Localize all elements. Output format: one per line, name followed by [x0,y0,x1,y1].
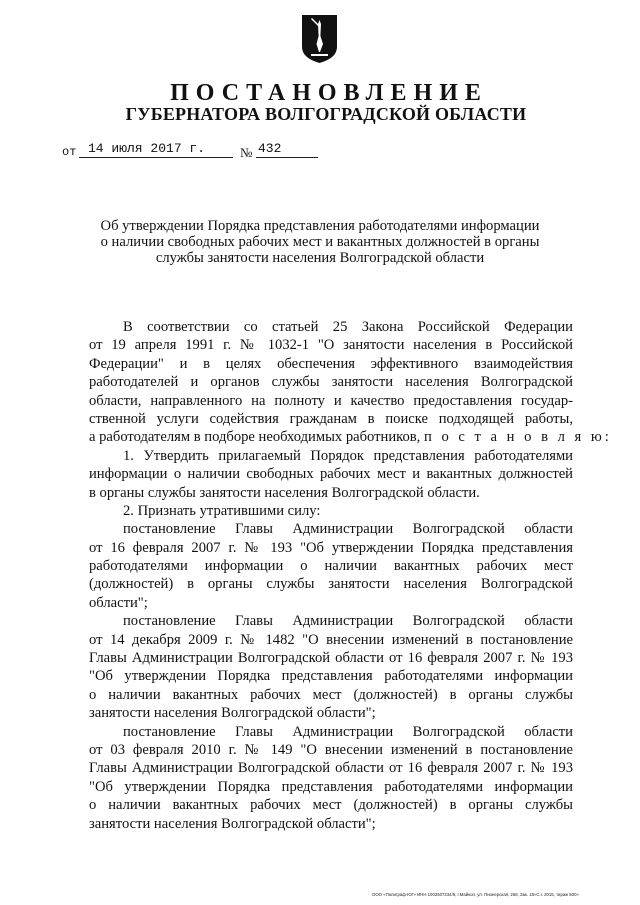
body-line: в органы службы занятости населения Волгоградской области. [89,484,480,501]
body-line-decree [89,428,612,446]
heading-line: Об утверждении Порядка представления работодателями информации [100,218,540,234]
date-label: от [62,145,77,159]
body-line: Федерации" и в целях обеспечения эффективного взаимодействия [89,355,573,372]
body-line: области, направленного на полноту и качество предоставления государ- [89,392,573,409]
body-line: 2. Признать утратившими силу: [123,502,321,519]
document-number: 432 [258,141,282,156]
body-line: а работодателям в подборе необходимых работников, [89,429,421,446]
document-date: 14 июля 2017 г. [88,141,206,156]
heading-line: о наличии свободных рабочих мест и вакантных должностей в органы [100,234,540,250]
body-line: от 03 февраля 2010 г. № 149 "О внесении изменений в постановление [89,741,573,758]
body-line: 1. Утвердить прилагаемый Порядок представления работодателями [123,447,573,464]
document-heading [70,218,570,266]
coat-of-arms-icon [301,14,338,64]
body-line: о наличии вакантных рабочих мест (должностей) в органы службы [89,797,573,814]
body-line: от 19 апреля 1991 г. № 1032-1 "О занятости населения в Российской [89,337,573,354]
body-line: работодателей и органов службы занятости населения Волгоградской [89,374,573,391]
body-line: Главы Администрации Волгоградской области от 16 февраля 2007 г. № 193 [89,650,573,667]
body-line: "Об утверждении Порядка представления работодателями информации [89,668,573,685]
body-line: "Об утверждении Порядка представления работодателями информации [89,778,573,795]
body-line: (должностей) в органы службы занятости населения Волгоградской [89,576,573,593]
body-line: занятости населения Волгоградской области"; [89,705,376,722]
body-line: В соответствии со статьей 25 Закона Российской Федерации [123,319,573,335]
body-line: области"; [89,594,148,611]
body-line: постановление Главы Администрации Волгоградской области [123,723,573,740]
number-underline [256,157,318,158]
body-line: постановление Главы Администрации Волгоградской области [123,613,573,630]
body-line: о наличии вакантных рабочих мест (должностей) в органы службы [89,686,573,703]
decree-word: п о с т а н о в л я ю: [423,429,612,446]
body-line: информации о наличии свободных рабочих мест и вакантных должностей [89,466,573,483]
body-line: от 16 февраля 2007 г. № 193 "Об утверждении Порядка представления [89,539,573,556]
heading-line: службы занятости населения Волгоградской области [155,250,485,266]
body-line: занятости населения Волгоградской области"; [89,815,376,832]
document-body [89,318,612,833]
printer-imprint: ООО «Полиграф-ЮГ» ИНН 1002507234/9, г.Майкоп, ул. Пионерская, 268, Зак. 18»С.г. 2015, тираж 500» [372,892,579,897]
document-subtitle: ГУБЕРНАТОРА ВОЛГОГРАДСКОЙ ОБЛАСТИ [125,104,527,124]
document-title: ПОСТАНОВЛЕНИЕ [170,80,488,106]
body-line: ственной услуги содействия гражданам в поиске подходящей работы, [89,410,573,427]
date-underline [79,157,233,158]
number-label: № [240,145,253,160]
document-meta [62,141,362,163]
body-line: работодателями информации о наличии вакантных рабочих мест [89,558,573,575]
body-line: постановление Главы Администрации Волгоградской области [123,521,573,538]
body-line: Главы Администрации Волгоградской области от 16 февраля 2007 г. № 193 [89,760,573,777]
body-line: от 14 декабря 2009 г. № 1482 "О внесении изменений в постановление [89,631,573,648]
